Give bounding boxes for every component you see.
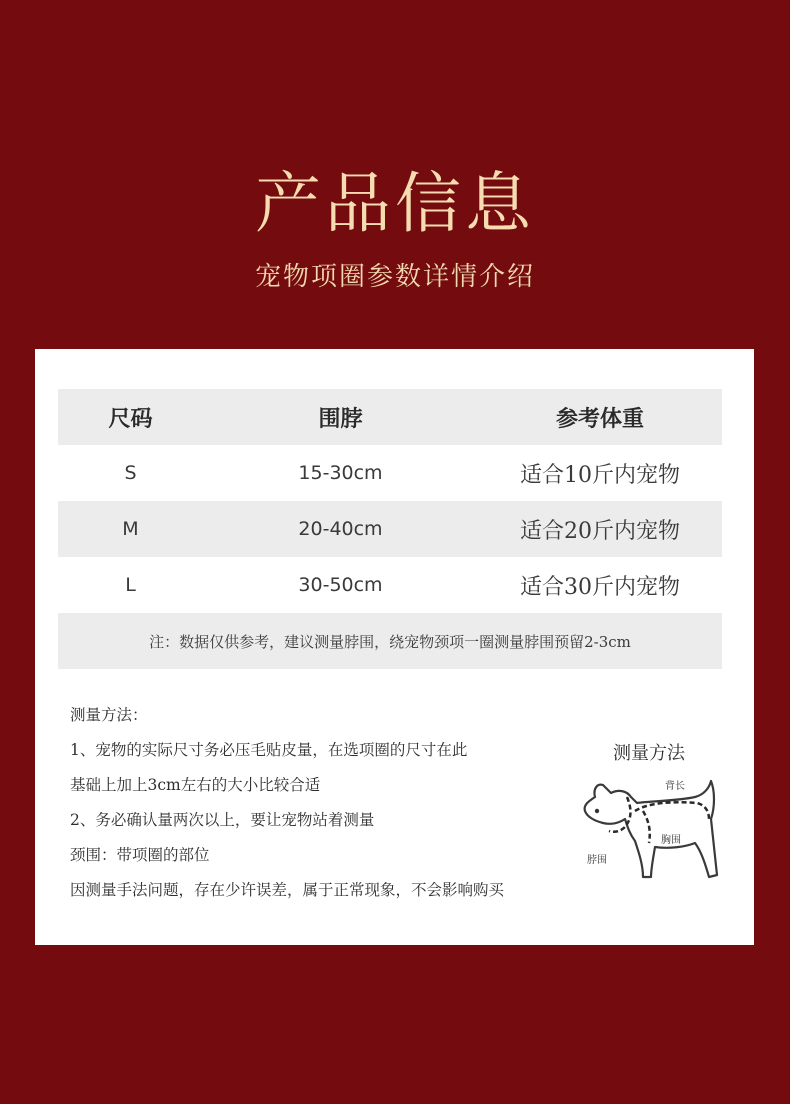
- instruction-line: 测量方法：: [70, 706, 148, 724]
- weight-cell: 适合20斤内宠物: [520, 518, 680, 544]
- dog-measurement-icon: [573, 767, 733, 882]
- neck-cell: 20-40cm: [298, 518, 383, 540]
- header-weight: 参考体重: [555, 405, 644, 432]
- instruction-line: 因测量手法问题，存在少许误差，属于正常现象，不会影响购买: [70, 881, 505, 899]
- instruction-line: 颈围：带项圈的部位: [70, 846, 210, 864]
- diagram-label-neck: 脖围: [587, 855, 607, 866]
- size-note: 注：数据仅供参考，建议测量脖围，绕宠物颈项一圈测量脖围预留2-3cm: [58, 613, 722, 669]
- instruction-line: 2、务必确认量两次以上，要让宠物站着测量: [70, 811, 375, 829]
- diagram-label-chest: 胸围: [661, 835, 681, 846]
- table-row: [58, 445, 722, 501]
- instruction-line: 基础上加上3cm左右的大小比较合适: [70, 776, 321, 794]
- size-table: [58, 389, 722, 669]
- instruction-line: 1、宠物的实际尺寸务必压毛贴皮量，在选项圈的尺寸在此: [70, 741, 468, 759]
- header-size: 尺码: [108, 405, 153, 432]
- info-card: [35, 349, 754, 945]
- header-neck: 围脖: [318, 405, 363, 432]
- page-subtitle: 宠物项圈参数详情介绍: [254, 262, 535, 292]
- neck-cell: 30-50cm: [298, 574, 383, 596]
- neck-cell: 15-30cm: [298, 462, 383, 484]
- table-header-row: [58, 389, 722, 445]
- size-cell: S: [124, 462, 137, 484]
- size-cell: M: [122, 518, 139, 540]
- size-cell: L: [125, 574, 136, 596]
- weight-cell: 适合10斤内宠物: [520, 462, 680, 488]
- table-row: [58, 501, 722, 557]
- diagram-label-back: 背长: [665, 781, 685, 792]
- page-title: 产品信息: [255, 165, 535, 242]
- weight-cell: 适合30斤内宠物: [520, 574, 680, 600]
- table-row: [58, 557, 722, 613]
- measurement-instructions: [70, 704, 570, 914]
- diagram-title: 测量方法: [613, 743, 685, 764]
